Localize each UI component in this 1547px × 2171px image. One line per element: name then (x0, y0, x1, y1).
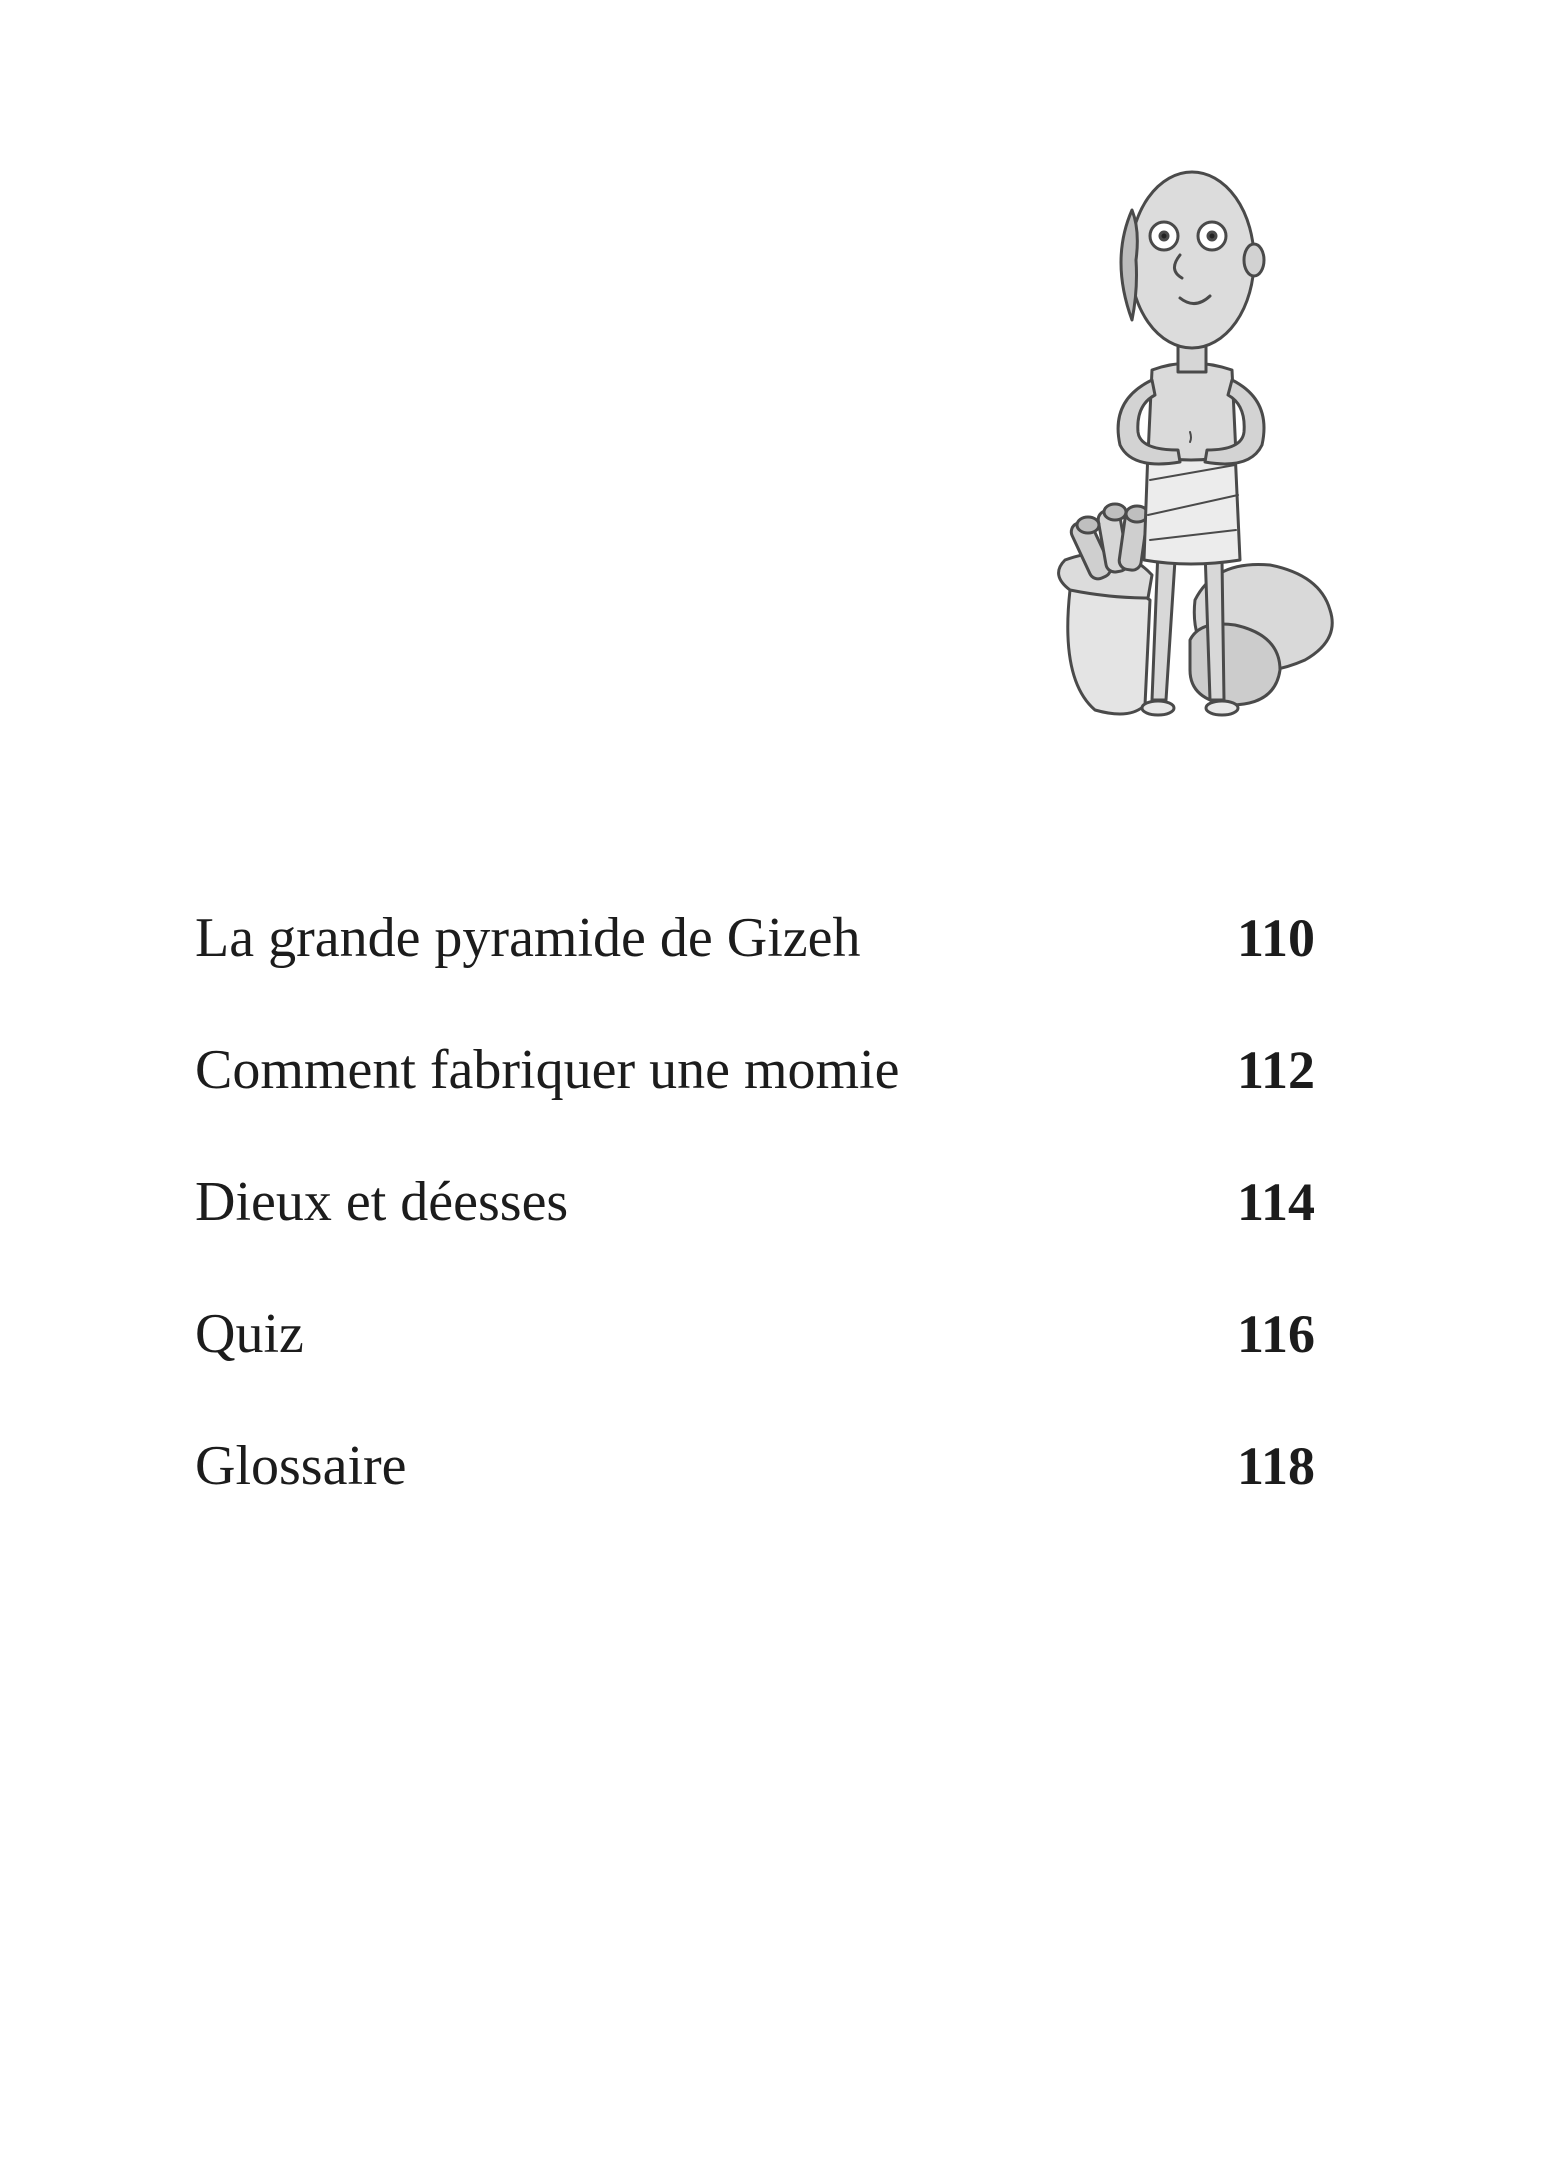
toc-entry (195, 1296, 1315, 1428)
toc-entry (195, 1164, 1315, 1296)
toc-entry (195, 1032, 1315, 1164)
toc-entry-title: Dieux et déesses (195, 1171, 569, 1233)
boy-with-scrolls-illustration (1040, 120, 1340, 740)
toc-entry-page-number: 116 (1236, 1304, 1315, 1364)
toc-entry-page-number: 110 (1236, 908, 1315, 968)
toc-entry-title: Quiz (195, 1303, 304, 1365)
toc-entry-title: Glossaire (195, 1435, 407, 1497)
toc-entry-title: La grande pyramide de Gizeh (195, 907, 861, 969)
toc-entry-page-number: 118 (1236, 1436, 1315, 1496)
toc-entry (195, 900, 1315, 1032)
table-of-contents (195, 900, 1315, 1560)
toc-entry (195, 1428, 1315, 1560)
toc-entry-title: Comment fabriquer une momie (195, 1039, 900, 1101)
toc-entry-page-number: 114 (1236, 1172, 1315, 1232)
toc-entry-page-number: 112 (1236, 1040, 1315, 1100)
